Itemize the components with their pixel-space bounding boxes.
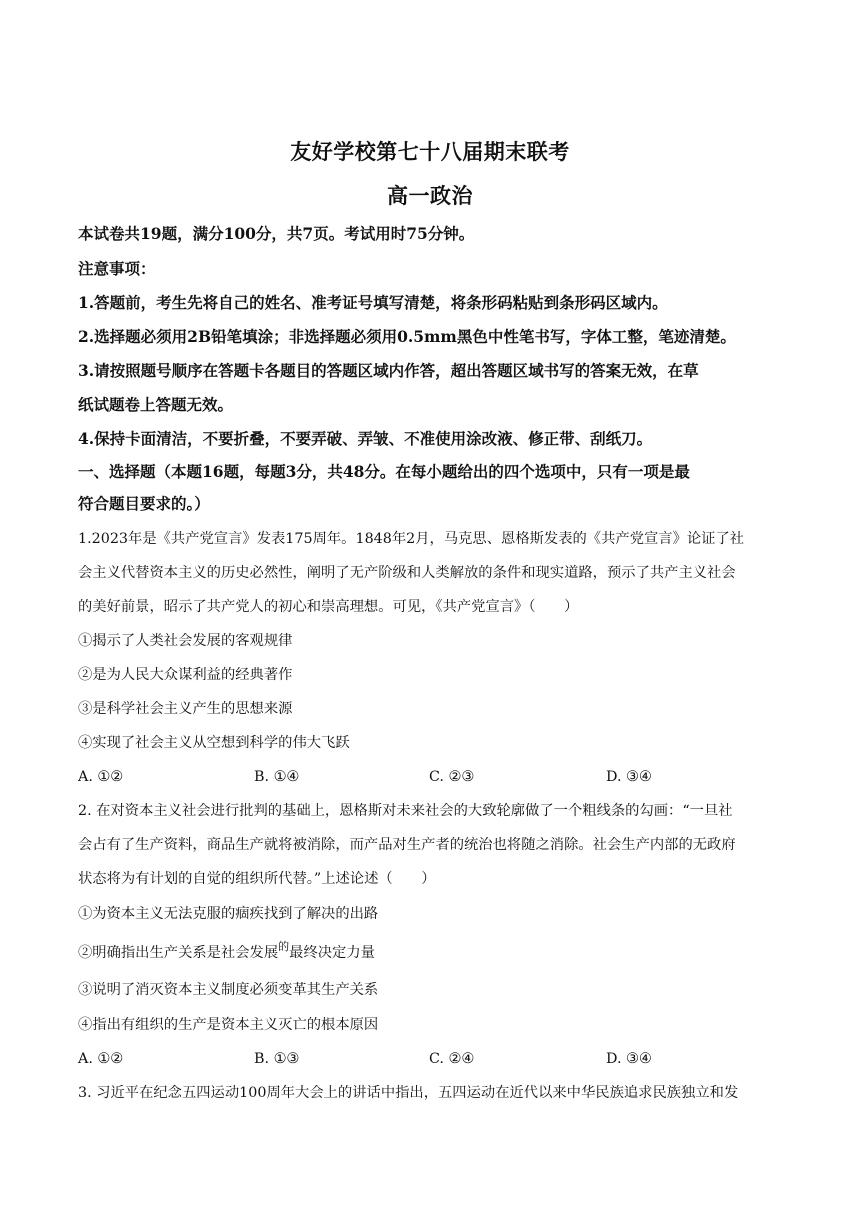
notice-item: 纸试题卷上答题无效。 xyxy=(78,395,234,414)
option-b[interactable]: B. ①④ xyxy=(254,769,300,785)
question-statement: ①为资本主义无法克服的痼疾找到了解决的出路 xyxy=(78,906,379,922)
notice-heading: 注意事项： xyxy=(78,259,156,278)
option-d[interactable]: D. ③④ xyxy=(606,1051,652,1067)
raised-character: 的 xyxy=(278,940,290,953)
exam-subject: 高一政治 xyxy=(387,183,473,208)
option-c[interactable]: C. ②④ xyxy=(429,1051,475,1067)
exam-title: 友好学校第七十八届期末联考 xyxy=(290,139,570,164)
question-statement: ③说明了消灭资本主义制度必须变革其生产关系 xyxy=(78,982,379,998)
section-heading: 符合题目要求的。） xyxy=(78,494,210,513)
question-stem: 2. 在对资本主义社会进行批判的基础上，恩格斯对未来社会的大致轮廓做了一个粗线条的勾画：“一旦社 xyxy=(78,803,733,819)
question-stem: 会占有了生产资料，商品生产就将被消除，而产品对生产者的统治也将随之消除。社会生产内部的无政府 xyxy=(78,837,736,853)
section-heading: 一、选择题（本题16题，每题3分，共48分。在每小题给出的四个选项中，只有一项是最 xyxy=(78,462,690,481)
question-stem: 3. 习近平在纪念五四运动100周年大会上的讲话中指出，五四运动在近代以来中华民族追求民族独立和发 xyxy=(78,1085,739,1101)
question-statement: ②是为人民大众谋利益的经典著作 xyxy=(78,667,293,683)
notice-item: 3.请按照题号顺序在答题卡各题目的答题区域内作答，超出答题区域书写的答案无效，在草 xyxy=(78,361,699,380)
notice-item: 2.选择题必须用2B铅笔填涂；非选择题必须用0.5mm黑色中性笔书写，字体工整，笔迹清楚。 xyxy=(78,327,736,346)
question-stem: 1.2023年是《共产党宣言》发表175周年。1848年2月，马克思、恩格斯发表的《共产党宣言》论证了社 xyxy=(78,531,745,547)
option-b[interactable]: B. ①③ xyxy=(254,1051,300,1067)
exam-summary: 本试卷共19题，满分100分，共7页。考试用时75分钟。 xyxy=(78,224,475,243)
question-stem: 的美好前景，昭示了共产党人的初心和崇高理想。可见，《共产党宣言》（ ） xyxy=(78,599,579,615)
option-d[interactable]: D. ③④ xyxy=(606,769,652,785)
question-stem: 状态将为有计划的自觉的组织所代替。”上述论述（ ） xyxy=(78,871,436,887)
question-statement: ③是科学社会主义产生的思想来源 xyxy=(78,701,293,717)
question-statement xyxy=(78,940,786,964)
question-stem: 会主义代替资本主义的历史必然性，阐明了无产阶级和人类解放的条件和现实道路，预示了共产主义社会 xyxy=(78,565,736,581)
statement-text: 最终决定力量 xyxy=(289,945,375,961)
notice-item: 4.保持卡面清洁，不要折叠，不要弄破、弄皱、不准使用涂改液、修正带、刮纸刀。 xyxy=(78,429,653,448)
question-statement: ④指出有组织的生产是资本主义灭亡的根本原因 xyxy=(78,1017,379,1033)
option-a[interactable]: A. ①② xyxy=(78,1051,124,1067)
question-statement: ①揭示了人类社会发展的客观规律 xyxy=(78,633,293,649)
question-statement: ④实现了社会主义从空想到科学的伟大飞跃 xyxy=(78,735,350,751)
notice-item: 1.答题前，考生先将自己的姓名、准考证号填写清楚，将条形码粘贴到条形码区域内。 xyxy=(78,293,668,312)
option-c[interactable]: C. ②③ xyxy=(429,769,475,785)
option-a[interactable]: A. ①② xyxy=(78,769,124,785)
statement-text: ②明确指出生产关系是社会发展 xyxy=(78,945,279,961)
